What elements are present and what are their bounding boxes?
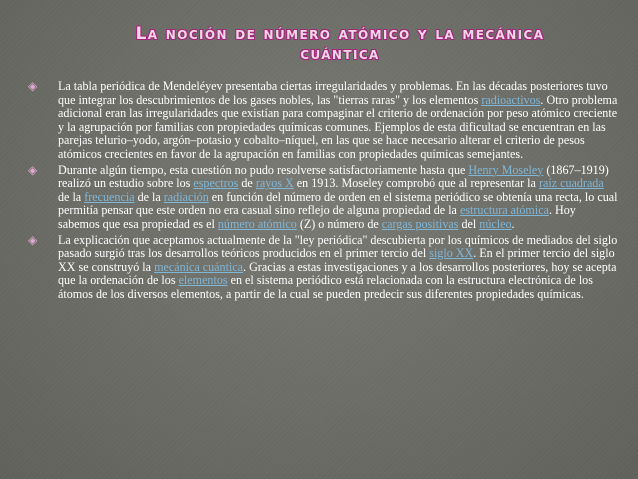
bullet-paragraph [22, 234, 618, 302]
bullet-paragraph [22, 80, 618, 162]
slide-title-line-1: La noción de número atómico y la mecánica [135, 24, 545, 44]
paragraph-text: de [238, 176, 256, 191]
diamond-bullet-icon: ◈ [28, 232, 38, 247]
slide-title [70, 24, 610, 64]
bullet-paragraph [22, 164, 618, 232]
diamond-bullet-icon: ◈ [28, 79, 38, 93]
hyperlink[interactable]: núcleo [479, 216, 512, 231]
paragraph-text: . En el primer tercio del siglo XX se construyó la [58, 246, 615, 274]
paragraph-text: del [458, 216, 480, 231]
paragraph-text: . Gracias a estas investigaciones y a los desarrollos posteriores, hoy se acepta que la ordenación de los [58, 259, 617, 288]
paragraph-text: en 1913. Moseley comprobó que al representar la [293, 176, 539, 191]
paragraph-text: . Otro problema adicional eran las irregularidades que existían para compaginar el criterio de ordenación por peso atómico creciente y la agrupación por familias con propiedades químicas comunes. Ejemplos de esta dificultad se encuentran en las parejas telurio–yodo, argón–potasio y cobalto–níquel, en las que se hace necesario alterar el criterio de pesos atómicos crecientes en favor de la agrupación en familias con propiedades químicas semejantes. [58, 92, 618, 161]
hyperlink[interactable]: elementos [178, 273, 228, 288]
paragraph-text: La tabla periódica de Mendeléyev presentaba ciertas irregularidades y problemas. En las décadas posteriores tuvo que integrar los descubrimientos de los gases nobles, las "tierras raras" y los elementos [58, 79, 608, 107]
hyperlink[interactable]: cargas positivas [381, 216, 459, 231]
hyperlink[interactable]: radioactivos [481, 92, 541, 107]
hyperlink[interactable]: número atómico [217, 216, 297, 231]
hyperlink[interactable]: mecánica cuántica [154, 259, 244, 274]
hyperlink[interactable]: Henry Moseley [468, 162, 544, 177]
paragraph-text: en el sistema periódico está relacionada con la estructura electrónica de los átomos de los diversos elementos, a partir de la cual se pueden predecir sus diferentes propiedades químicas. [58, 273, 593, 301]
paragraph-text: . [511, 216, 515, 231]
hyperlink[interactable]: espectros [193, 176, 239, 191]
slide-title-line-2: cuántica [300, 44, 380, 64]
hyperlink[interactable]: rayos X [255, 176, 294, 191]
hyperlink[interactable]: raíz cuadrada [538, 176, 604, 191]
diamond-bullet-icon: ◈ [28, 162, 38, 177]
paragraph-text: de la [58, 189, 85, 204]
paragraph-text: (1867–1919) realizó un estudio sobre los [58, 162, 609, 191]
hyperlink[interactable]: siglo XX [429, 246, 474, 261]
paragraph-text: de la [134, 189, 164, 204]
hyperlink[interactable]: radiación [163, 189, 209, 204]
hyperlink[interactable]: frecuencia [84, 189, 135, 204]
slide-body [22, 80, 618, 304]
paragraph-text: . Hoy sabemos que esa propiedad es el [58, 203, 576, 231]
paragraph-text: La explicación que aceptamos actualmente de la "ley periódica" descubierta por los químicos de mediados del siglo pasado surgió tras los desarrollos teóricos producidos en el primer tercio del [58, 232, 618, 261]
hyperlink[interactable]: estructura atómica [459, 203, 549, 218]
paragraph-text: Durante algún tiempo, esta cuestión no pudo resolverse satisfactoriamente hasta que [58, 162, 469, 177]
paragraph-text: (Z) o número de [296, 216, 382, 231]
paragraph-text: en función del número de orden en el sistema periódico se obtenía una recta, lo cual permitía pensar que este orden no era casual sino reflejo de alguna propiedad de la [58, 189, 618, 218]
